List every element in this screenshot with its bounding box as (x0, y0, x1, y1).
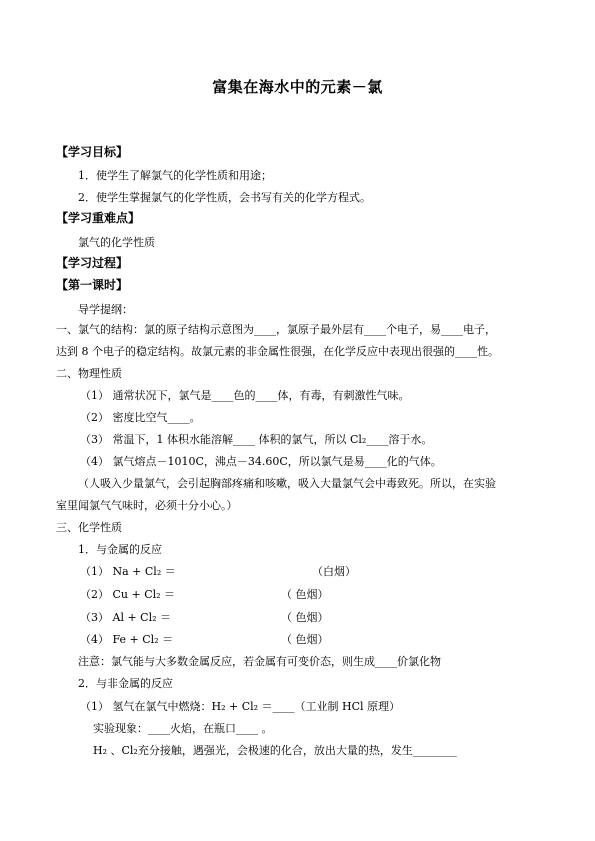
metal-reaction-2-equation: （2） Cu + Cl₂ ＝ (80, 588, 176, 601)
physical-item-1: （1） 通常状况下，氯气是____色的____体，有毒，有刺激性气味。 (80, 389, 410, 402)
metal-reaction-4-product: （ 色烟） (281, 633, 329, 646)
metal-reaction-1-equation: （1） Na + Cl₂ ＝ (80, 565, 176, 578)
key-text: 氯气的化学性质 (78, 236, 155, 249)
key-header: 【学习重难点】 (56, 211, 141, 225)
chemical-header: 三、化学性质 (56, 521, 122, 534)
hydrogen-combustion-line: （1） 氢气在氯气中燃烧：H₂ + Cl₂ ＝____（工业制 HCl 原理） (80, 700, 401, 713)
goal-item-1: 1．使学生了解氯气的化学性质和用途； (78, 169, 272, 182)
metal-reaction-4-equation: （4） Fe + Cl₂ ＝ (80, 633, 174, 646)
metal-reaction-1-product: （白烟） (312, 565, 356, 578)
physical-item-3: （3） 常温下，1 体积水能溶解____ 体积的氯气，所以 Cl₂____溶于水。 (80, 433, 433, 446)
metal-reaction-2-product: （ 色烟） (281, 588, 329, 601)
goal-item-2: 2．使学生掌握氯气的化学性质，会书写有关的化学方程式。 (78, 191, 371, 204)
nonmetal-reaction-header: 2．与非金属的反应 (78, 677, 173, 690)
page-title: 富集在海水中的元素－氯 (212, 78, 383, 96)
process-header: 【学习过程】 (56, 256, 129, 270)
guide-label: 导学提纲： (78, 303, 133, 316)
metal-reaction-3-product: （ 色烟） (281, 611, 329, 624)
lesson-header: 【第一课时】 (56, 278, 129, 292)
safety-note-line-2: 室里闻氯气气味时，必须十分小心。） (56, 499, 238, 512)
structure-line-2: 达到 8 个电子的稳定结构。故氯元素的非金属性很强，在化学反应中表现出很强的____性。 (56, 345, 499, 358)
strong-light-line: H₂ 、Cl₂充分接触，遇强光，会极速的化合，放出大量的热，发生________ (93, 744, 457, 757)
experiment-phenomenon: 实验现象：____火焰，在瓶口____ 。 (93, 722, 273, 735)
goals-header: 【学习目标】 (56, 145, 129, 159)
metal-reaction-3-equation: （3） Al + Cl₂ ＝ (80, 611, 172, 624)
metal-note: 注意：氯气能与大多数金属反应，若金属有可变价态，则生成____价氯化物 (78, 655, 441, 668)
structure-line-1: 一、氯气的结构：氯的原子结构示意图为____，氯原子最外层有____个电子，易____电子， (56, 323, 496, 336)
physical-item-2: （2） 密度比空气____。 (80, 411, 201, 424)
physical-header: 二、物理性质 (56, 367, 122, 380)
physical-item-4: （4） 氯气熔点－1010C，沸点－34.60C，所以氯气是易____化的气体。 (80, 455, 442, 468)
safety-note-line-1: （人吸入少量氯气，会引起胸部疼痛和咳嗽，吸入大量氯气会中毒致死。所以，在实验 (78, 477, 496, 490)
metal-reaction-header: 1．与金属的反应 (78, 543, 162, 556)
